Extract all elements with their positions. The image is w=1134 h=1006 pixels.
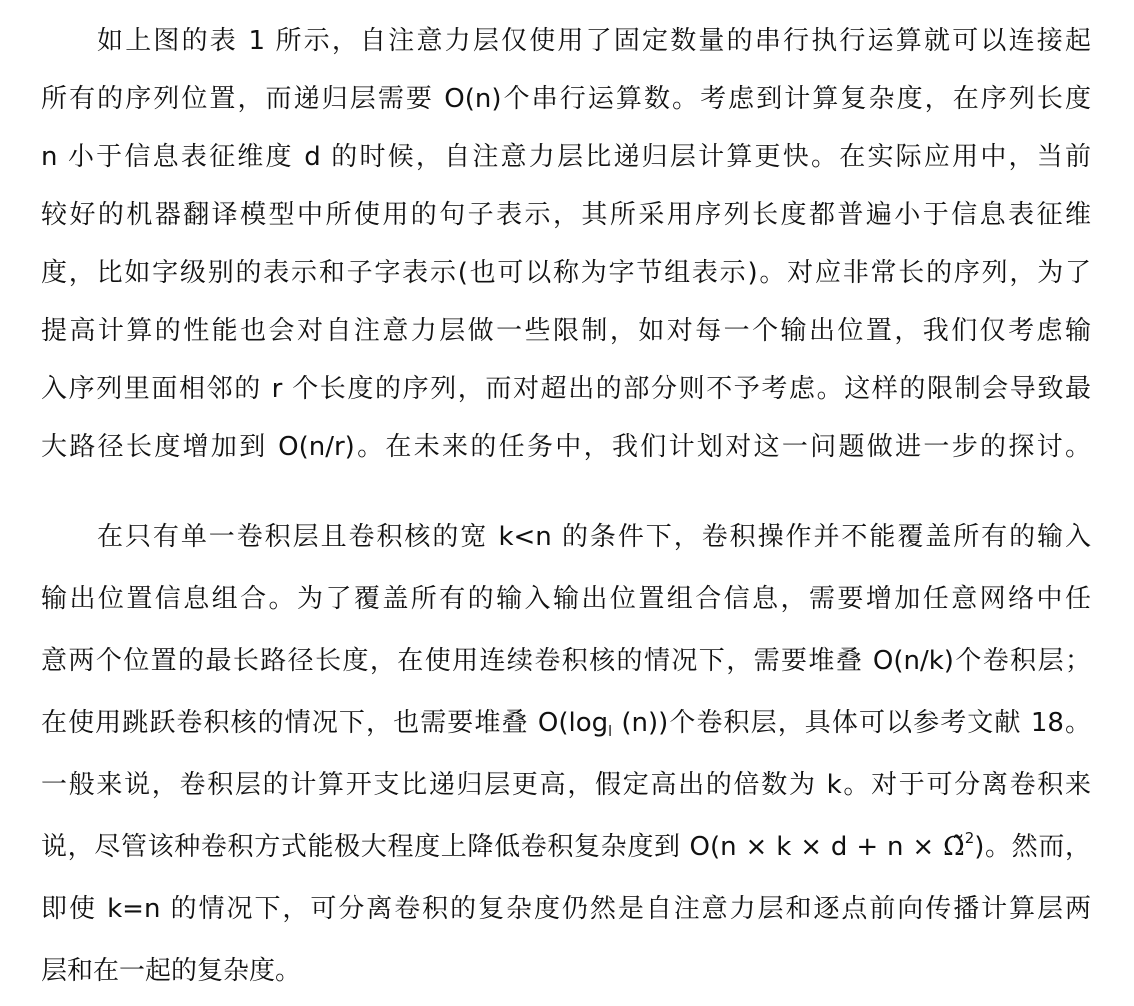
paragraph-2-line-4-after: (n))个卷积层，具体可以参考文献 18。 [612, 708, 1091, 738]
paragraph-2-line-4-before: 在使用跳跃卷积核的情况下，也需要堆叠 O(log [41, 708, 609, 738]
paragraph-2-line-6-after: )。然而， [974, 832, 1091, 862]
paragraph-2-line-5: 一般来说，卷积层的计算开支比递归层更高，假定高出的倍数为 k。对于可分离卷积来 [41, 770, 1091, 800]
omega-superscript: 2 [964, 829, 975, 847]
paragraph-2-line-2: 输出位置信息组合。为了覆盖所有的输入输出位置组合信息，需要增加任意网络中任 [41, 584, 1091, 614]
paragraph-1-line-3: n 小于信息表征维度 d 的时候，自注意力层比递归层计算更快。在实际应用中，当前 [41, 142, 1091, 172]
paragraph-1-line-4: 较好的机器翻译模型中所使用的句子表示，其所采用序列长度都普遍小于信息表征维 [41, 200, 1091, 230]
paragraph-2-line-6 [41, 818, 1091, 876]
paragraph-1-line-6: 提高计算的性能也会对自注意力层做一些限制，如对每一个输出位置，我们仅考虑输 [41, 316, 1091, 346]
paragraph-2-line-8: 层和在一起的复杂度。 [41, 956, 302, 986]
paragraph-1-line-7: 入序列里面相邻的 r 个长度的序列，而对超出的部分则不予考虑。这样的限制会导致最 [41, 374, 1091, 404]
paragraph-2-line-7: 即使 k=n 的情况下，可分离卷积的复杂度仍然是自注意力层和逐点前向传播计算层两 [41, 894, 1091, 924]
paragraph-2-line-3: 意两个位置的最长路径长度，在使用连续卷积核的情况下，需要堆叠 O(n/k)个卷积层； [41, 646, 1091, 676]
paragraph-2-line-4 [41, 694, 1091, 752]
omega-tilde-symbol: Ω̃ [943, 832, 965, 862]
paragraph-1-line-5: 度，比如字级别的表示和子字表示(也可以称为字节组表示)。对应非常长的序列，为了 [41, 258, 1091, 288]
paragraph-1-line-1: 如上图的表 1 所示，自注意力层仅使用了固定数量的串行执行运算就可以连接起 [97, 26, 1091, 56]
log-subscript: l [608, 724, 613, 740]
paragraph-1-line-8: 大路径长度增加到 O(n/r)。在未来的任务中，我们计划对这一问题做进一步的探讨。 [41, 432, 1091, 462]
paragraph-1-line-2: 所有的序列位置，而递归层需要 O(n)个串行运算数。考虑到计算复杂度，在序列长度 [41, 84, 1091, 114]
paragraph-2-line-1: 在只有单一卷积层且卷积核的宽 k<n 的条件下，卷积操作并不能覆盖所有的输入 [97, 522, 1091, 552]
paragraph-2-line-6-before: 说，尽管该种卷积方式能极大程度上降低卷积复杂度到 O(n × k × d + n × [41, 832, 944, 862]
